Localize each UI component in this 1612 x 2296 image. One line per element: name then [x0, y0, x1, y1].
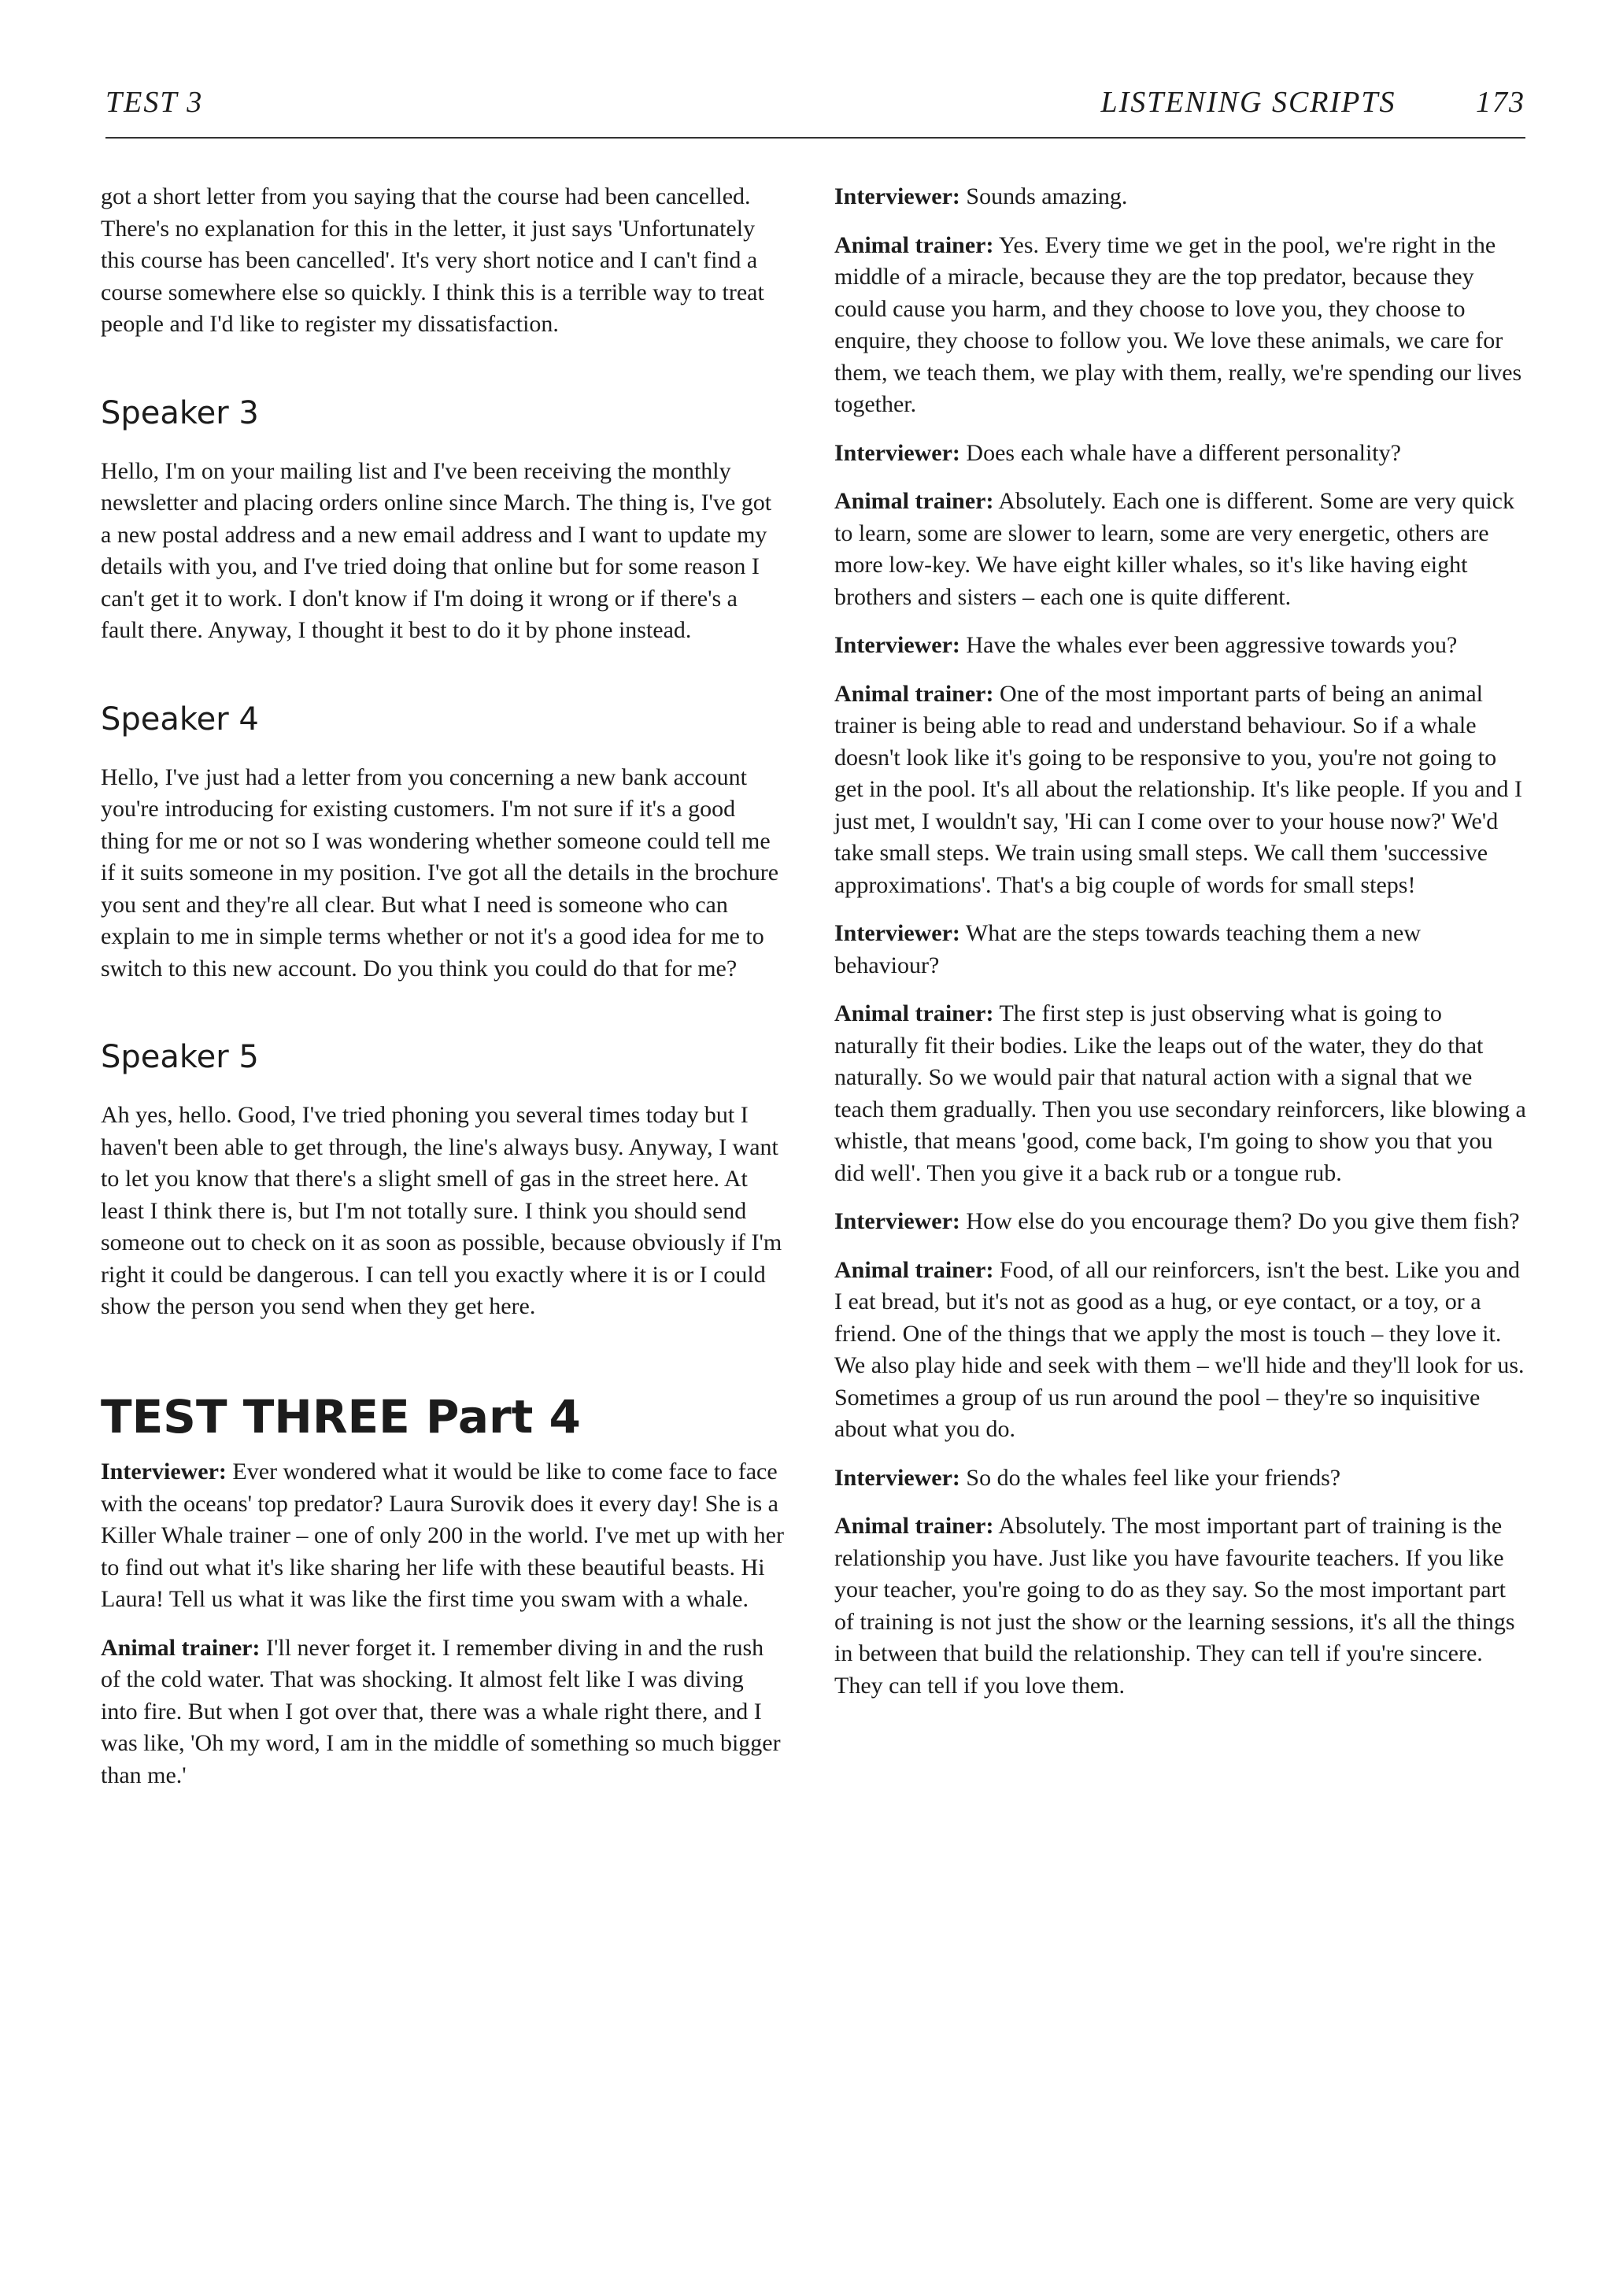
turn-text: Does each whale have a different personality?	[966, 439, 1401, 466]
speaker-3-text: Hello, I'm on your mailing list and I've been receiving the monthly newsletter and placing orders online since March. The thing is, I've got a new postal address and a new email address and I want to update my details with you, and I've tried doing that online but for some reason I can't get it to work. I don't know if I'm doing it wrong or if there's a fault there. Anyway, I thought it best to do it by phone instead.	[101, 457, 772, 643]
left-column	[101, 181, 784, 1808]
intro-paragraph: got a short letter from you saying that the course had been cancelled. There's no explanation for this in the letter, it just says 'Unfortunately this course has been cancelled'. It's very short notice and I can't find a course somewhere else so quickly. I think this is a terrible way to treat people and I'd like to register my dissatisfaction.	[101, 183, 764, 337]
turn-text: The first step is just observing what is going to naturally fit their bodies. Like the leaps out of the water, they do that naturally. So we would pair that natural action with a signal that we teach them gradually. Then you use secondary reinforcers, like blowing a whistle, that means 'good, come back, I'm going to show you that you did well'. Then you give it a back rub or a tongue rub.	[834, 1000, 1526, 1186]
turn-text: Yes. Every time we get in the pool, we're right in the middle of a miracle, because they are the top predator, because they could cause you harm, and they choose to love you, they choose to enquire, they choose to follow you. We love these animals, we care for them, we teach them, we play with them, really, we're spending our lives together.	[834, 231, 1522, 417]
turn-speaker: Interviewer:	[834, 183, 960, 209]
turn-speaker: Animal trainer:	[834, 231, 994, 258]
right-column	[834, 181, 1527, 1718]
turn-text: I'll never forget it. I remember diving in and the rush of the cold water. That was shocking. It almost felt like I was diving into fire. But when I got over that, there was a whale right there, and I was like, 'Oh my word, I am in the middle of something so much bigger than me.'	[101, 1634, 781, 1788]
dialogue-turn	[834, 1510, 1527, 1702]
header-test-label: TEST 3	[105, 86, 204, 119]
dialogue-turn	[834, 918, 1527, 982]
dialogue-turn	[834, 998, 1527, 1189]
dialogue-turn	[101, 1632, 784, 1792]
turn-text: One of the most important parts of being an animal trainer is being able to read and understand behaviour. So if a whale doesn't look like it's going to be responsive to you, you're not going to get in the pool. It's all about the relationship. It's like people. If you and I just met, I wouldn't say, 'Hi can I come over to your house now?' We'd take small steps. We train using small steps. We call them 'successive approximations'. That's a big couple of words for small steps!	[834, 680, 1522, 898]
turn-speaker: Animal trainer:	[834, 1513, 994, 1539]
turn-text: What are the steps towards teaching them a new behaviour?	[834, 920, 1422, 978]
turn-text: Food, of all our reinforcers, isn't the best. Like you and I eat bread, but it's not as good as a hug, or eye contact, or a toy, or a friend. One of the things that we apply the most is touch – they love it. We also play hide and seek with them – we'll hide and they'll look for us. Sometimes a group of us run around the pool – they're so inquisitive about what you do.	[834, 1256, 1525, 1442]
running-header	[105, 85, 1525, 139]
dialogue-turn	[834, 1255, 1527, 1446]
page-number: 173	[1476, 86, 1525, 119]
turn-speaker: Interviewer:	[834, 632, 960, 658]
turn-speaker: Animal trainer:	[834, 1000, 994, 1026]
dialogue-turn	[834, 486, 1527, 613]
speaker-3-heading: Speaker 3	[101, 394, 259, 431]
turn-text: Absolutely. The most important part of training is the relationship you have. Just like you have favourite teachers. If you like your teacher, you're going to do as they say. So the most important part of training is not just the show or the learning sessions, it's all the things in between that build the relationship. They can tell if you're sincere. They can tell if you love them.	[834, 1513, 1515, 1699]
dialogue-turn	[834, 181, 1527, 213]
dialogue-turn	[834, 678, 1527, 902]
turn-speaker: Animal trainer:	[834, 488, 994, 514]
turn-text: So do the whales feel like your friends?	[966, 1464, 1341, 1491]
turn-speaker: Animal trainer:	[834, 1256, 994, 1283]
turn-speaker: Animal trainer:	[834, 680, 994, 707]
turn-speaker: Animal trainer:	[101, 1634, 261, 1661]
turn-text: How else do you encourage them? Do you give them fish?	[966, 1208, 1520, 1234]
turn-speaker: Interviewer:	[101, 1459, 227, 1485]
turn-text: Have the whales ever been aggressive towards you?	[966, 632, 1458, 658]
turn-speaker: Interviewer:	[834, 439, 960, 466]
dialogue-turn	[834, 230, 1527, 421]
header-right	[1101, 85, 1525, 120]
turn-speaker: Interviewer:	[834, 1208, 960, 1234]
speaker-4-text: Hello, I've just had a letter from you concerning a new bank account you're introducing for existing customers. I'm not sure if it's a good thing for me or not so I was wondering whether someone could tell me if it suits someone in my position. I've got all the details in the brochure you sent and they're all clear. But what I need is someone who can explain to me in simple terms whether or not it's a good idea for me to switch to this new account. Do you think you could do that for me?	[101, 763, 779, 982]
dialogue-turn	[101, 1456, 784, 1616]
part-4-heading: TEST THREE Part 4	[101, 1389, 581, 1444]
turn-speaker: Interviewer:	[834, 920, 960, 946]
dialogue-turn	[834, 1206, 1527, 1238]
dialogue-turn	[834, 438, 1527, 470]
speaker-5-heading: Speaker 5	[101, 1039, 259, 1075]
speaker-5-text: Ah yes, hello. Good, I've tried phoning you several times today but I haven't been able to get through, the line's always busy. Anyway, I want to let you know that there's a slight smell of gas in the street here. At least I think there is, but I'm not totally sure. I think you should send someone out to check on it as soon as possible, because obviously if I'm right it could be dangerous. I can tell you exactly where it is or I could show the person you send when they get here.	[101, 1102, 782, 1319]
turn-text: Ever wondered what it would be like to come face to face with the oceans' top predator? Laura Surovik does it every day! She is a Killer Whale trainer – one of only 200 in the world. I've met up with her to find out what it's like sharing her life with these beautiful beasts. Hi Laura! Tell us what it was like the first time you swam with a whale.	[101, 1459, 784, 1613]
dialogue-turn	[834, 630, 1527, 662]
dialogue-turn	[834, 1462, 1527, 1495]
turn-text: Sounds amazing.	[966, 183, 1128, 209]
turn-speaker: Interviewer:	[834, 1464, 960, 1491]
header-section-title: LISTENING SCRIPTS	[1100, 86, 1396, 119]
speaker-4-heading: Speaker 4	[101, 701, 259, 738]
turn-text: Absolutely. Each one is different. Some are very quick to learn, some are slower to learn, some are very energetic, others are more low-key. We have eight killer whales, so it's like having eight brothers and sisters – each one is quite different.	[834, 488, 1514, 610]
